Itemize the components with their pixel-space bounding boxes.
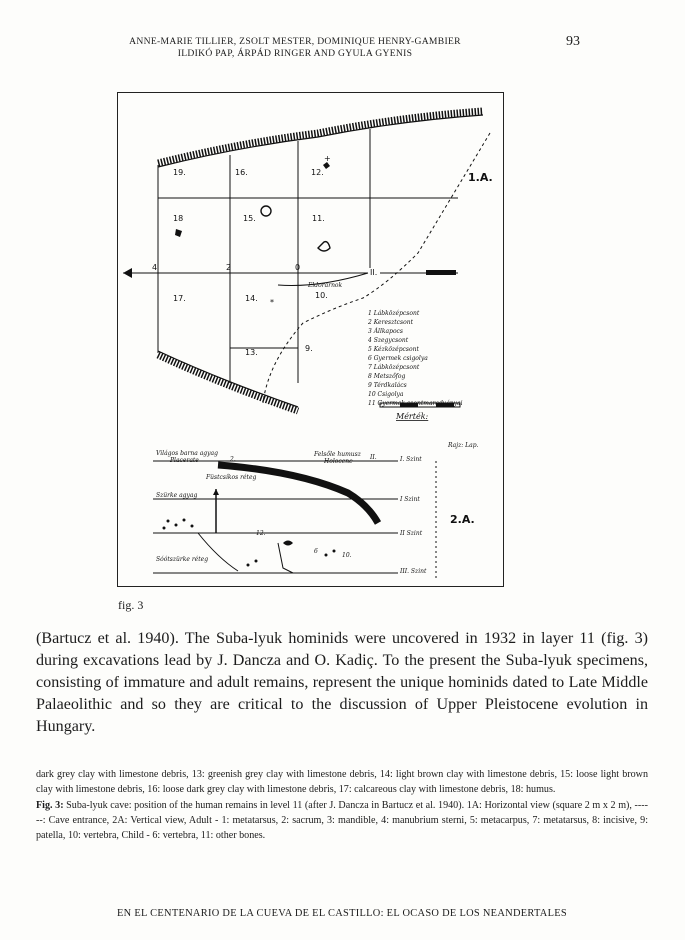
section-mark: 6 <box>314 548 318 555</box>
legend-item: 5 Kézközépcsont <box>368 346 419 353</box>
legend <box>367 310 463 407</box>
section-tag: 2.A. <box>450 513 475 526</box>
svg-text:+: + <box>324 154 331 163</box>
section-label: Holocene <box>324 458 353 465</box>
figure-drawing <box>118 93 503 586</box>
grid-number: 10. <box>315 291 328 300</box>
section-mark: 10. <box>342 552 352 559</box>
grid-number: 14. <box>245 294 258 303</box>
grid-number: 11. <box>312 214 325 223</box>
section-levels <box>399 456 427 575</box>
grid-number: 18 <box>173 214 184 223</box>
legend-item: 2 Keresztcsont <box>368 319 413 326</box>
caption-continuation: dark grey clay with limestone debris, 13: greenish grey clay with limestone debris, 14: light brown clay with limestone debris, 15: loose light brown clay with limestone debris, 16: loose dark grey clay with limestone debris, 17: calcareous clay with limestone debris, 18: humus. <box>36 769 648 796</box>
figure-caption-label: Fig. 3: <box>36 799 64 811</box>
legend-item: 8 Metszőfog <box>368 373 406 380</box>
section-mark: II. <box>370 454 377 461</box>
axis-marks <box>152 263 300 272</box>
legend-item: 7 Lábközépcsont <box>368 364 420 371</box>
section-mark: 12. <box>256 530 266 537</box>
running-head <box>60 36 530 60</box>
caption <box>36 767 648 843</box>
legend-item: 10 Csigolya <box>368 391 404 398</box>
grid-number: 15. <box>243 214 256 223</box>
section-mark: 2. <box>230 456 236 463</box>
plan-view <box>123 111 490 411</box>
figure-caption-text: Suba-lyuk cave: position of the human remains in level 11 (after J. Dancza in Bartucz et al. 1940). 1A: Horizontal view (square 2 m x 2 m), ------: Cave entrance, 2A: Vertical view, Adult - 1: metatarsus, 2: sacrum, 3: mandible, 4: manubrium sterni, 5: metacarpus, 7: metatarsus, 8: incisive, 9: patella, 10: vertebra, Child - 6: vertebra, 11: other bones. <box>36 799 648 842</box>
figure-3 <box>117 92 504 587</box>
scale-title: Mérték: <box>396 412 429 421</box>
svg-text:*: * <box>270 298 274 307</box>
level-label: I Szint <box>400 496 420 503</box>
figure-caption <box>36 798 648 844</box>
legend-item: 9 Térdkalács <box>368 382 407 389</box>
legend-item: 1 Lábközépcsont <box>368 310 420 317</box>
figure-label: fig. 3 <box>118 598 144 612</box>
cave-entrance-label: Eldorarnok <box>308 282 343 289</box>
footer: EN EL CENTENARIO DE LA CUEVA DE EL CASTILLO: EL OCASO DE LOS NEANDERTALES <box>117 908 567 919</box>
level-label: II Szint <box>400 530 423 537</box>
section-label: Szürke agyag <box>156 492 198 499</box>
grid-number: 9. <box>305 344 313 353</box>
legend-marker: II. <box>370 268 378 277</box>
legend-item: 4 Szegycsont <box>368 337 409 344</box>
section-label: Sóótszürke réteg <box>156 556 209 563</box>
legend-item: 6 Gyermek csigolya <box>368 355 428 362</box>
grid-numbers <box>173 168 328 357</box>
grid-number: 16. <box>235 168 248 177</box>
grid-number: 12. <box>311 168 324 177</box>
level-label: III. Szint <box>400 568 427 575</box>
body-paragraph: (Bartucz et al. 1940). The Suba-lyuk hominids were uncovered in 1932 in layer 11 (fig. 3) during excavations lead by J. Dancza and O. Kadiç. To the present the Suba-lyuk specimens, consisting of immature and adult remains, represent the unique hominids dated to Late Middle Palaeolithic and so they are critical to the discussion of Upper Pleistocene evolution in Hungary. <box>36 630 648 735</box>
axis-mark: 4 <box>152 263 158 272</box>
plan-tag: 1.A. <box>468 171 493 184</box>
axis-mark: 0 <box>295 263 301 272</box>
scale-unit: Rajz: Lap. <box>448 442 479 449</box>
section-label: Placerate <box>170 457 199 464</box>
level-label: I. Szint <box>400 456 422 463</box>
running-head-line-1: ANNE-MARIE TILLIER, ZSOLT MESTER, DOMINIQUE HENRY-GAMBIER <box>129 36 461 47</box>
grid-number: 13. <box>245 348 258 357</box>
section-label: Füstcsíkos réteg <box>206 474 257 481</box>
section-label: Világos barna agyag <box>156 450 218 457</box>
legend-item: 11 Gyermek csontmaradványai <box>368 400 463 407</box>
legend-item: 3 Állkapocs <box>368 328 404 335</box>
grid-number: 17. <box>173 294 186 303</box>
page-number: 93 <box>566 34 580 49</box>
axis-mark: 2 <box>226 263 232 272</box>
section-label: Felsőle humusz <box>314 451 361 458</box>
grid-number: 19. <box>173 168 186 177</box>
running-head-line-2: ILDIKÓ PAP, ÁRPÁD RINGER AND GYULA GYENIS <box>177 48 413 59</box>
